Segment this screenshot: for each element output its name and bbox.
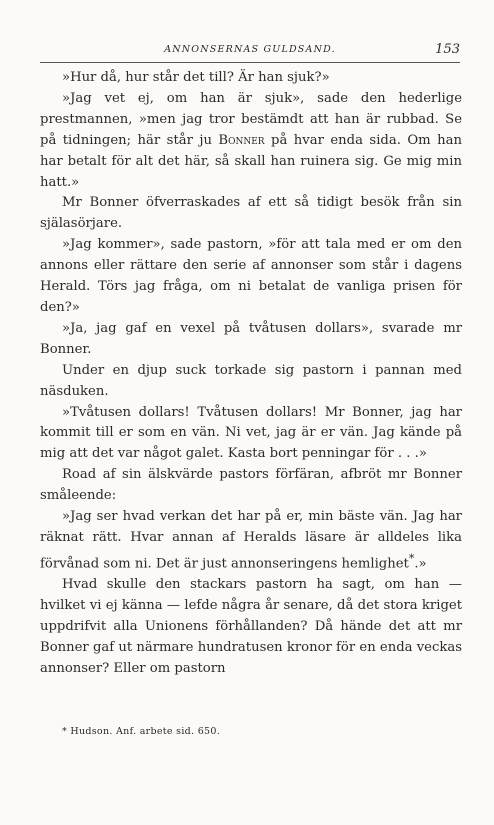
paragraph xyxy=(40,507,462,575)
paragraph: Hvad skulle den stackars pastorn ha sagt, om han — hvilket vi ej känna — lefde några år senare, då det stora kriget uppdrifvit alla Unionens förhållanden? Då hände det att mr Bonner gaf ut närmare hundratusen kronor för en enda veckas annonser? Eller om pastorn xyxy=(40,577,462,676)
paragraph xyxy=(40,89,462,194)
paragraph: »Tvåtusen dollars! Tvåtusen dollars! Mr Bonner, jag har kommit till er som en vän. Ni vet, jag är er vän. Jag kände på mig att det var något galet. Kasta bort penningar för . . .» xyxy=(40,404,462,462)
paragraph: »Jag kommer», sade pastorn, »för att tala med er om den annons eller rättare den serie af annonser som står i dagens Herald. Törs jag fråga, om ni betalat de vanliga prisen för den?» xyxy=(40,237,462,315)
name-smallcaps: Bonner xyxy=(218,132,265,148)
paragraph: Under en djup suck torkade sig pastorn i pannan med näsduken. xyxy=(40,362,462,399)
running-header xyxy=(40,44,460,63)
paragraph-text: »Jag vet ej, om han är sjuk», sade den hederlige prestmannen, »men jag tror bestämdt att han är rubbad. Se på tidningen; här står ju xyxy=(40,90,462,148)
page-number: 153 xyxy=(435,42,460,57)
paragraph-text: .» xyxy=(414,556,427,572)
paragraph: »Hur då, hur står det till? Är han sjuk?» xyxy=(62,70,330,85)
paragraph: Mr Bonner öfverraskades af ett så tidigt besök från sin själasörjare. xyxy=(40,195,462,232)
paragraph-text: på hvar enda sida. Om han har betalt för alt det här, så skall han ruinera sig. Ge mig min hatt.» xyxy=(40,132,462,190)
paragraph: Road af sin älskvärde pastors förfäran, afbröt mr Bonner småleende: xyxy=(40,467,462,504)
paragraph: »Ja, jag gaf en vexel på tvåtusen dollars», svarade mr Bonner. xyxy=(40,320,462,357)
footnote-marker: * xyxy=(408,551,415,565)
footnote: * Hudson. Anf. arbete sid. 650. xyxy=(62,726,221,737)
paragraph-text: »Jag ser hvad verkan det har på er, min bäste vän. Jag har räknat rätt. Hvar annan af Heralds läsare är alldeles lika förvånad som ni. Det är just annonseringens hemlighet xyxy=(40,509,462,572)
running-title: ANNONSERNAS GULDSAND. xyxy=(164,44,336,55)
body-text xyxy=(40,68,462,680)
